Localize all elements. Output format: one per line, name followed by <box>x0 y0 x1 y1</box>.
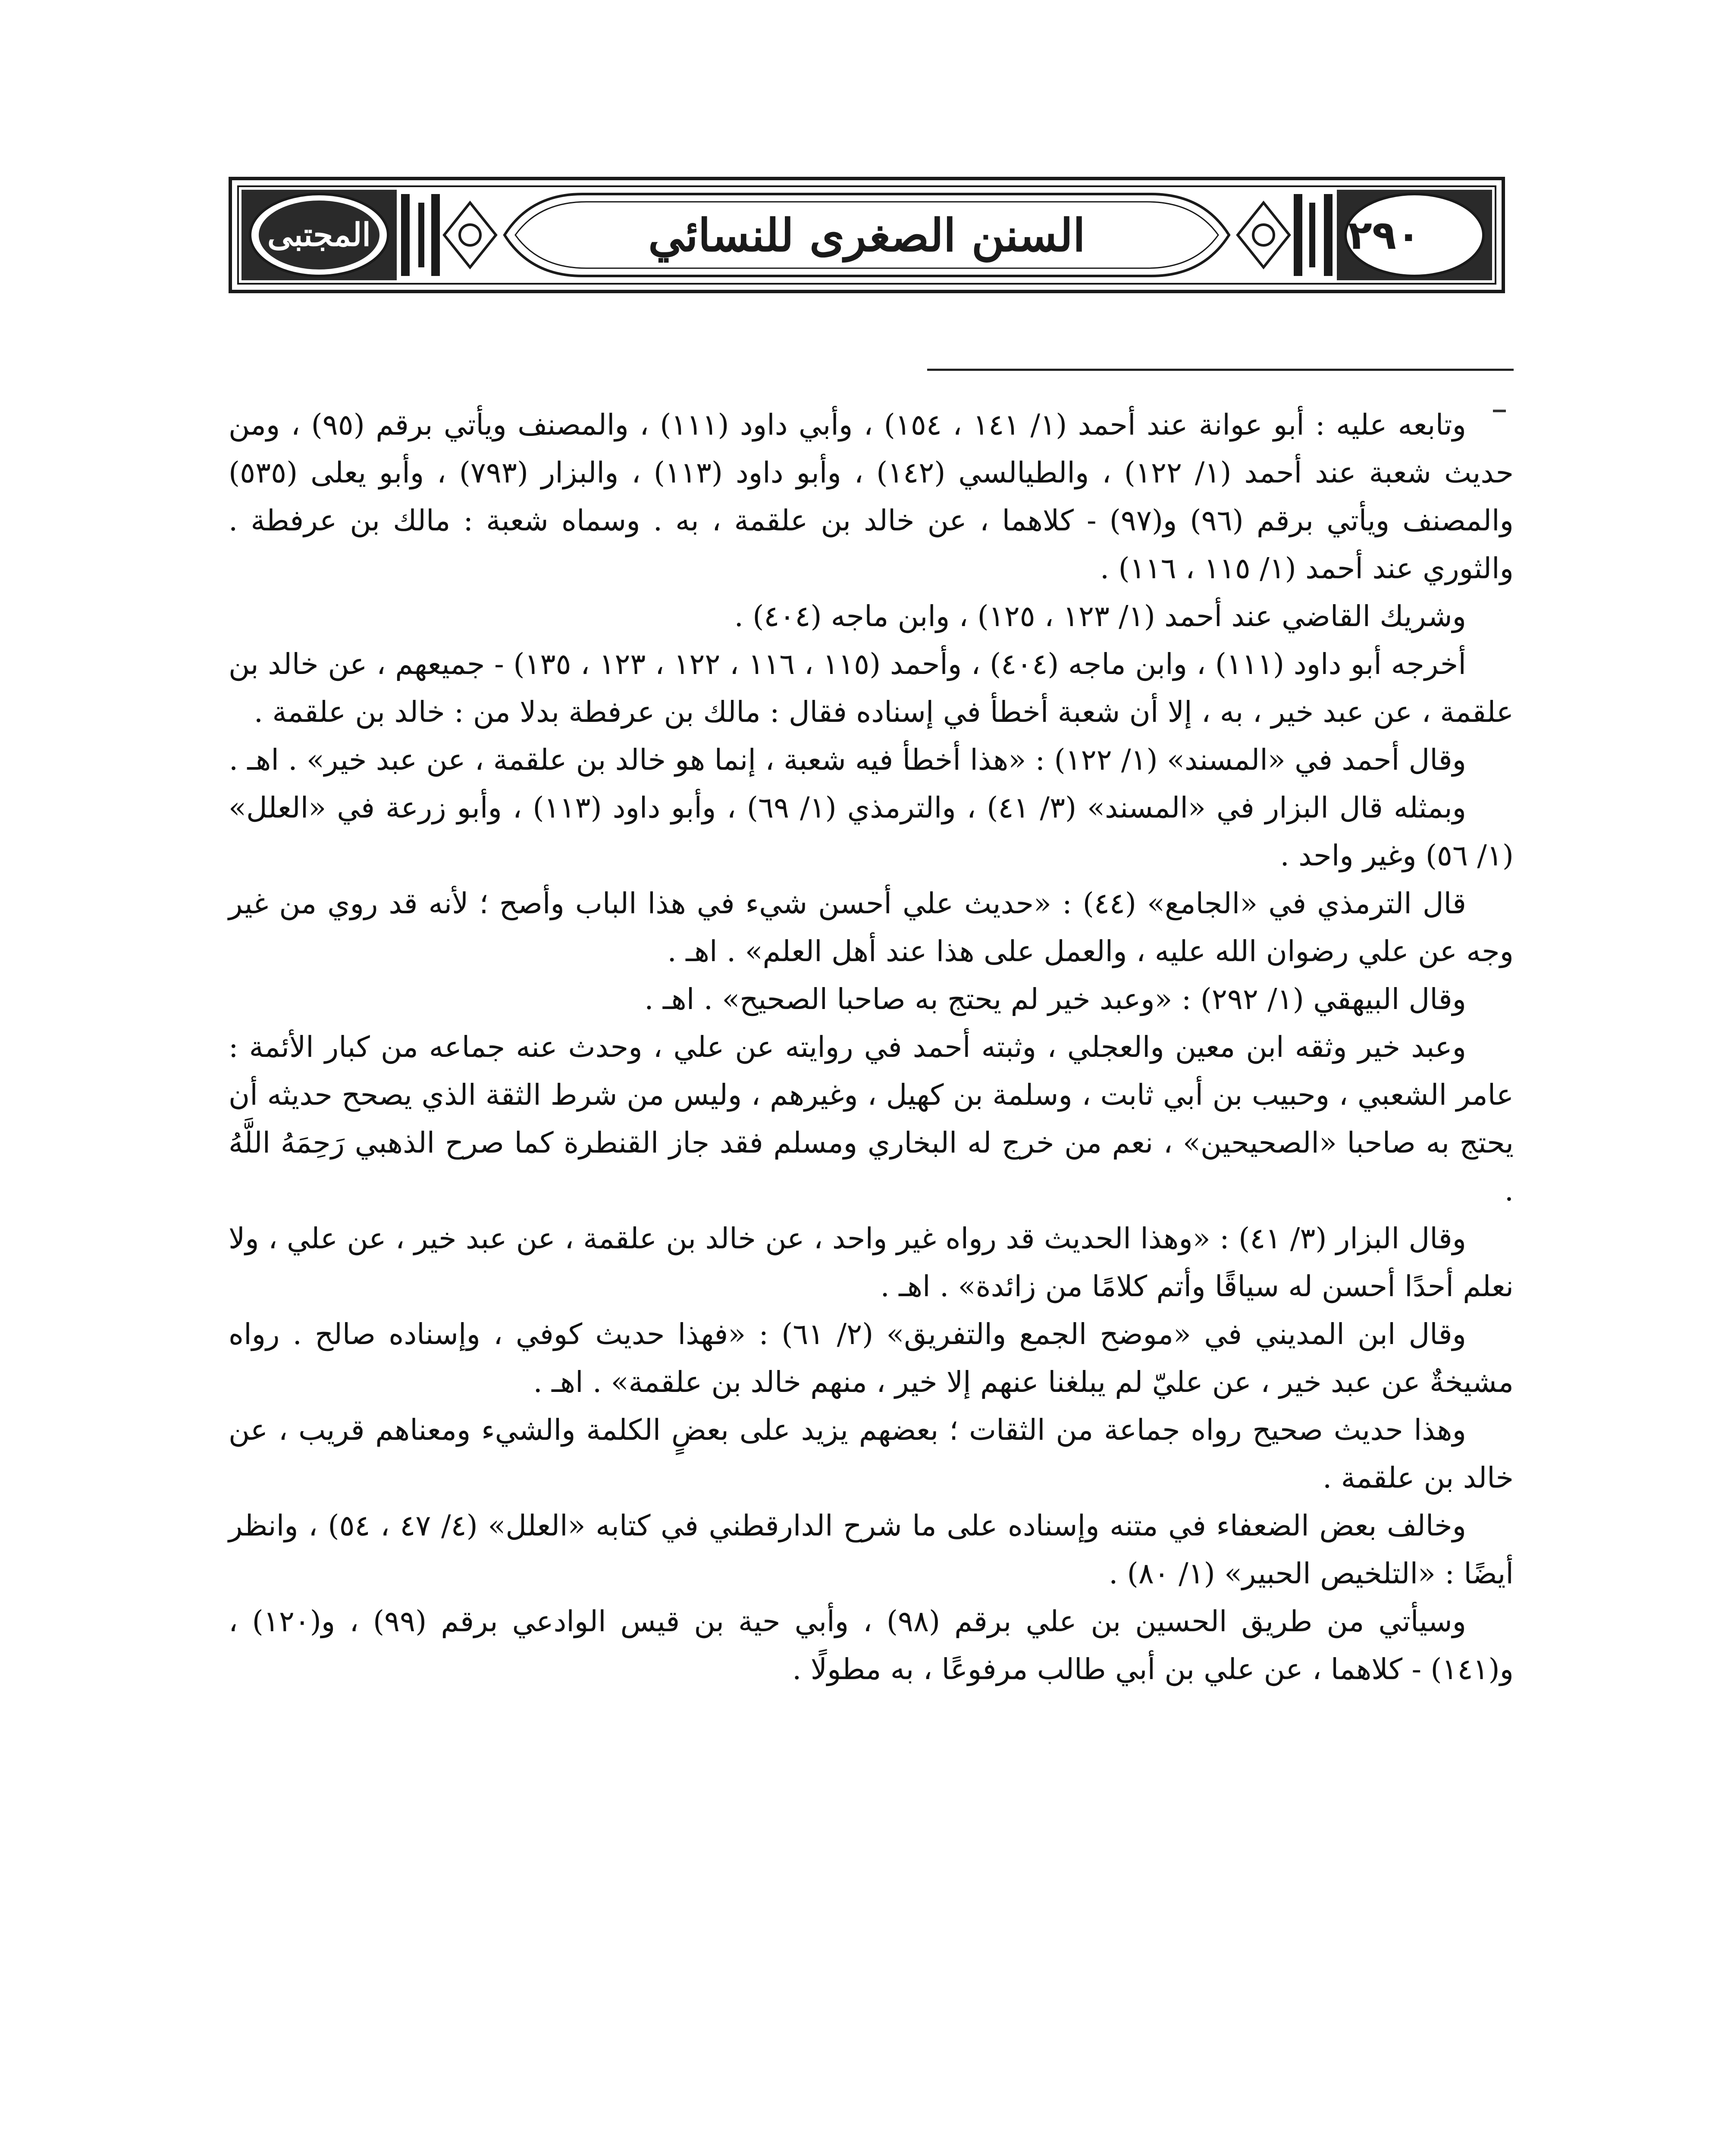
page-header <box>229 177 1505 293</box>
paragraph-followers: وتابعه عليه : أبو عوانة عند أحمد (١/ ١٤١ ، ١٥٤) ، وأبي داود (١١١) ، والمصنف ويأتي برقم (٩٥) ، ومن حديث شعبة عند أحمد (١/ ١٢٢) ، والطيالسي (١٤٢) ، وأبو داود (١١٣) ، والبزار (٧٩٣) ، وأبو يعلى (٥٣٥) والمصنف ويأتي برقم (٩٦) و(٩٧) - كلاهما ، عن خالد بن علقمة ، به . وسماه شعبة : مالك بن عرفطة . والثوري عند أحمد (١/ ١١٥ ، ١١٦) . <box>229 408 1514 585</box>
paragraph-upcoming: وسيأتي من طريق الحسين بن علي برقم (٩٨) ، وأبي حية بن قيس الوادعي برقم (٩٩) ، و(١٢٠) ، و(١٤١) - كلاهما ، عن علي بن أبي طالب مرفوعًا ، به مطولًا . <box>229 1604 1514 1686</box>
footnote-body <box>229 401 1514 1693</box>
header-title: السنن الصغرى للنسائي <box>648 208 1085 262</box>
paragraph-sahih-verdict: وهذا حديث صحيح رواه جماعة من الثقات ؛ بعضهم يزيد على بعضٍ الكلمة والشيء ومعناهم قريب ، عن خالد بن علقمة . <box>229 1413 1514 1495</box>
paragraph-ahmad-quote: وقال أحمد في «المسند» (١/ ١٢٢) : «هذا أخطأ فيه شعبة ، إنما هو خالد بن علقمة ، عن عبد خير» . اهـ . <box>229 743 1466 777</box>
paragraph-bazzar-quote: وقال البزار (٣/ ٤١) : «وهذا الحديث قد رواه غير واحد ، عن خالد بن علقمة ، عن عبد خير ، عن علي ، ولا نعلم أحدًا أحسن له سياقًا وأتم كلامًا من زائدة» . اهـ . <box>229 1222 1514 1303</box>
paragraph-abd-khayr: وعبد خير وثقه ابن معين والعجلي ، وثبته أحمد في روايته عن علي ، وحدث عنه جماعه من كبار الأئمة : عامر الشعبي ، وحبيب بن أبي ثابت ، وسلمة بن كهيل ، وغيرهم ، وليس من شرط الثقة الذي يصحح حديثه أن يحتج به صاحبا «الصحيحين» ، نعم من خرج له البخاري ومسلم فقد جاز القنطرة كما صرح الذهبي رَحِمَهُ اللَّهُ . <box>229 1030 1514 1207</box>
paragraph-takhrij: أخرجه أبو داود (١١١) ، وابن ماجه (٤٠٤) ، وأحمد (١١٥ ، ١١٦ ، ١٢٢ ، ١٢٣ ، ١٣٥) - جميعهم ، عن خالد بن علقمة ، عن عبد خير ، به ، إلا أن شعبة أخطأ في إسناده فقال : مالك بن عرفطة بدلا من : خالد بن علقمة . <box>229 647 1514 729</box>
paragraph-bayhaqi-quote: وقال البيهقي (١/ ٢٩٢) : «وعبد خير لم يحتج به صاحبا الصحيح» . اهـ . <box>644 982 1466 1016</box>
header-medallion-label: المجتبى <box>267 216 371 254</box>
paragraph-daraqutni: وخالف بعض الضعفاء في متنه وإسناده على ما شرح الدارقطني في كتابه «العلل» (٤/ ٤٧ ، ٥٤) ، وانظر أيضًا : «التلخيص الحبير» (١/ ٨٠) . <box>229 1509 1514 1590</box>
page-number: ٢٩٠ <box>1348 212 1421 258</box>
footnote-separator <box>927 369 1514 371</box>
paragraph-madini-quote: وقال ابن المديني في «موضح الجمع والتفريق» (٢/ ٦١) : «فهذا حديث كوفي ، وإسناده صالح . رواه مشيخةٌ عن عبد خير ، عن عليّ لم يبلغنا عنهم إلا خير ، منهم خالد بن علقمة» . اهـ . <box>229 1317 1514 1399</box>
paragraph-sharik: وشريك القاضي عند أحمد (١/ ١٢٣ ، ١٢٥) ، وابن ماجه (٤٠٤) . <box>734 599 1466 633</box>
paragraph-tirmidhi-quote: قال الترمذي في «الجامع» (٤٤) : «حديث علي أحسن شيء في هذا الباب وأصح ؛ لأنه قد روي من غير وجه عن علي رضوان الله عليه ، والعمل على هذا عند أهل العلم» . اهـ . <box>229 887 1514 968</box>
paragraph-bazzar-agreement: وبمثله قال البزار في «المسند» (٣/ ٤١) ، والترمذي (١/ ٦٩) ، وأبو داود (١١٣) ، وأبو زرعة في «العلل» (١/ ٥٦) وغير واحد . <box>229 791 1514 872</box>
